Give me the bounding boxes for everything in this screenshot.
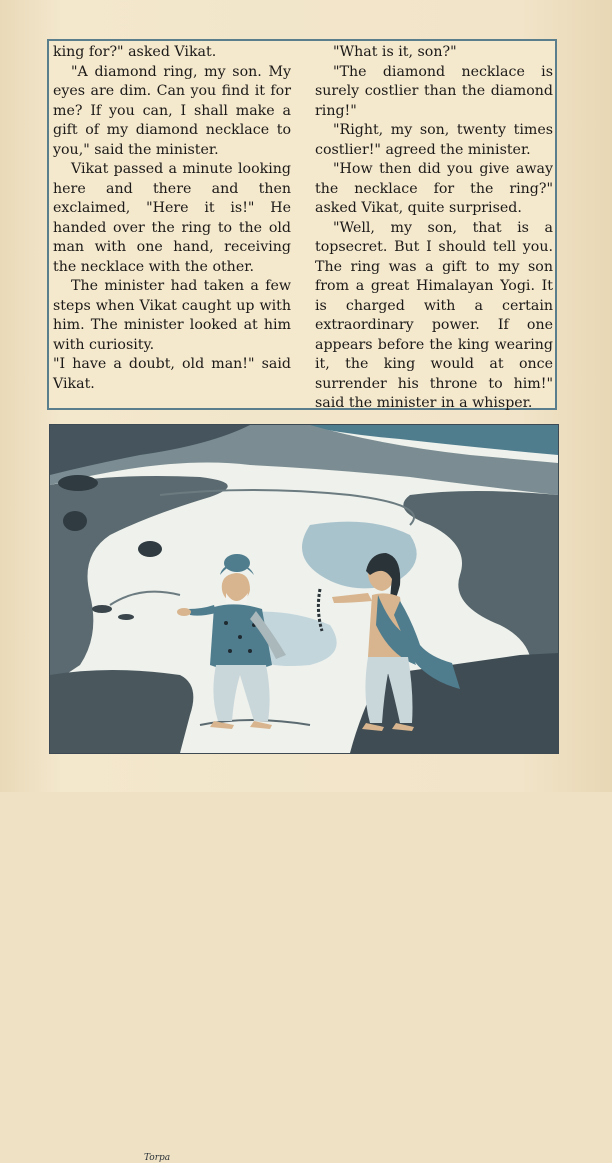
story-text-frame xyxy=(47,39,557,410)
paragraph: "What is it, son?" xyxy=(333,44,457,60)
paragraph: "Right, my son, twenty times costlier!" agreed the minister. xyxy=(315,122,553,158)
paragraph: "A diamond ring, my son. My eyes are dim. Can you find it for me? If you can, I shall make a gift of my diamond necklace to you," said the minister. xyxy=(53,63,291,158)
paragraph: "I have a doubt, old man!" said Vikat. xyxy=(53,356,291,392)
paragraph: king for?" asked Vikat. xyxy=(53,44,217,60)
illustration-drawing xyxy=(50,425,558,753)
paragraph: Vikat passed a minute looking here and there and then exclaimed, "Here it is!" He handed over the ring to the old man with one hand, receiving the necklace with the other. xyxy=(53,161,291,275)
right-column xyxy=(315,43,553,414)
artist-signature: Torpa xyxy=(144,1153,171,1163)
story-illustration xyxy=(49,424,559,1163)
paragraph: "The diamond necklace is surely costlier than the diamond ring!" xyxy=(315,63,553,119)
paragraph: The minister had taken a few steps when Vikat caught up with him. The minister looked at him with curiosity. xyxy=(53,278,291,353)
left-column xyxy=(53,43,291,394)
paragraph: "How then did you give away the necklace for the ring?" asked Vikat, quite surprised. xyxy=(315,161,553,216)
paragraph: "Well, my son, that is a topsecret. But I should tell you. The ring was a gift to my son from a great Himalayan Yogi. It is charged with a certain extraordinary power. If one appears before the king wearing it, the king would at once surrender his throne to him!" said the minister in a whisper. xyxy=(315,219,553,411)
